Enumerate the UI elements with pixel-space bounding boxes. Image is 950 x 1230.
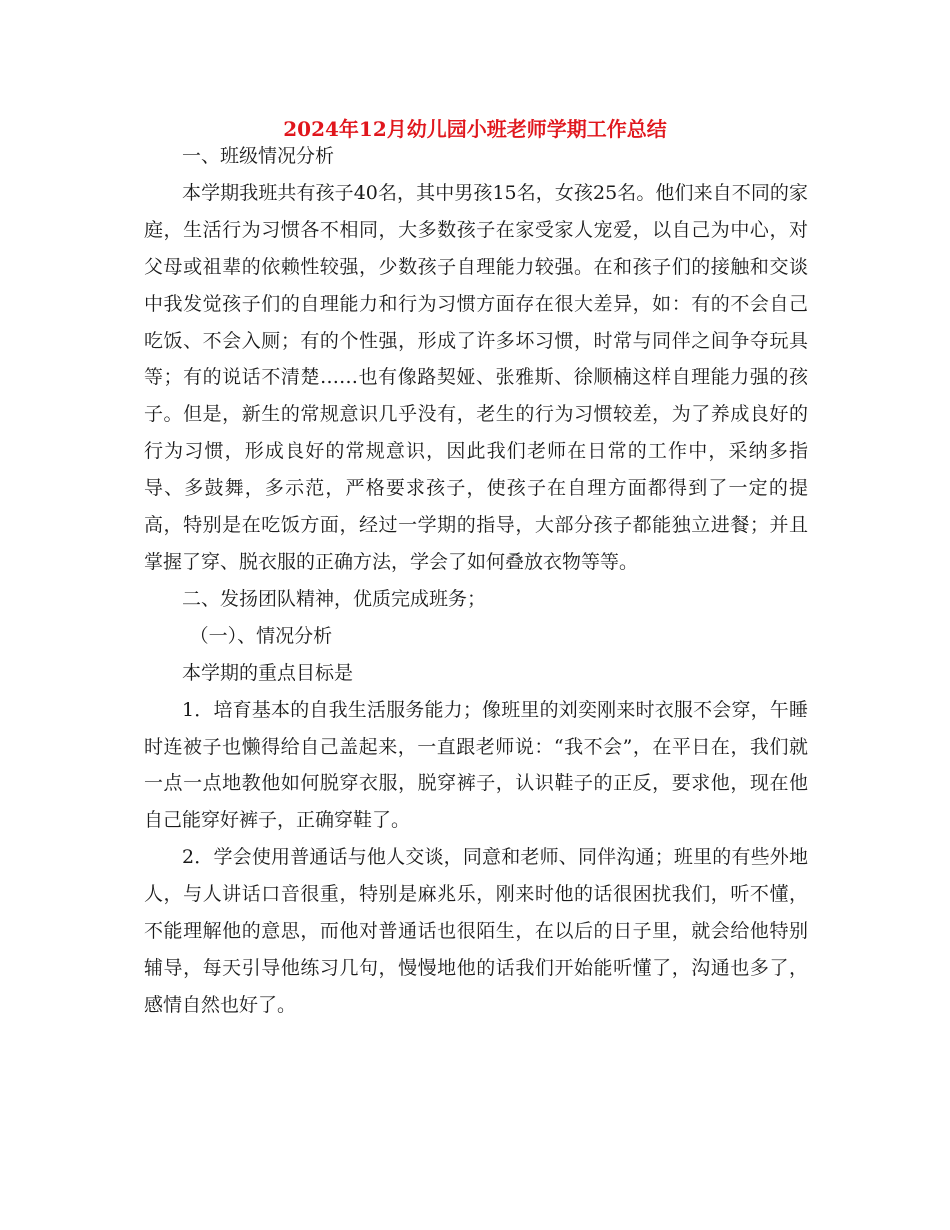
- paragraph-goal-2: 2．学会使用普通话与他人交谈，同意和老师、同伴沟通；班里的有些外地人，与人讲话口音很重，特别是麻兆乐，刚来时他的话很困扰我们，听不懂，不能理解他的意思，而他对普通话也很陌生，在以后的日子里，就会给他特别辅导，每天引导他练习几句，慢慢地他的话我们开始能听懂了，沟通也多了，感情自然也好了。: [144, 846, 808, 1016]
- document-body: [144, 138, 808, 1024]
- document-title: 2024年12月幼儿园小班老师学期工作总结: [283, 117, 667, 141]
- subsection-heading-situation: （一）、情况分析: [189, 624, 333, 647]
- paragraph-key-goals: 本学期的重点目标是: [182, 661, 354, 684]
- paragraph-goal-1: 1．培育基本的自我生活服务能力；像班里的刘奕刚来时衣服不会穿，午睡时连被子也懒得给自己盖起来，一直跟老师说：“我不会”，在平日在，我们就一点一点地教他如何脱穿衣服，脱穿裤子，认识鞋子的正反，要求他，现在他自己能穿好裤子，正确穿鞋了。: [144, 698, 808, 832]
- paragraph-class-overview: 本学期我班共有孩子40名，其中男孩15名，女孩25名。他们来自不同的家庭，生活行为习惯各不相同，大多数孩子在家受家人宠爱，以自己为中心，对父母或祖辈的依赖性较强，少数孩子自理能力较强。在和孩子们的接触和交谈中我发觉孩子们的自理能力和行为习惯方面存在很大差异，如：有的不会自己吃饭、不会入厕；有的个性强，形成了许多坏习惯，时常与同伴之间争夺玩具等；有的说话不清楚……也有像路契娅、张雅斯、徐顺楠这样自理能力强的孩子。但是，新生的常规意识几乎没有，老生的行为习惯较差，为了养成良好的行为习惯，形成良好的常规意识，因此我们老师在日常的工作中，采纳多指导、多鼓舞，多示范，严格要求孩子，使孩子在自理方面都得到了一定的提高，特别是在吃饭方面，经过一学期的指导，大部分孩子都能独立进餐；并且掌握了穿、脱衣服的正确方法，学会了如何叠放衣物等等。: [144, 181, 808, 573]
- section-heading-team-spirit: 二、发扬团队精神，优质完成班务；: [182, 587, 487, 610]
- section-heading-class-analysis: 一、班级情况分析: [182, 145, 335, 167]
